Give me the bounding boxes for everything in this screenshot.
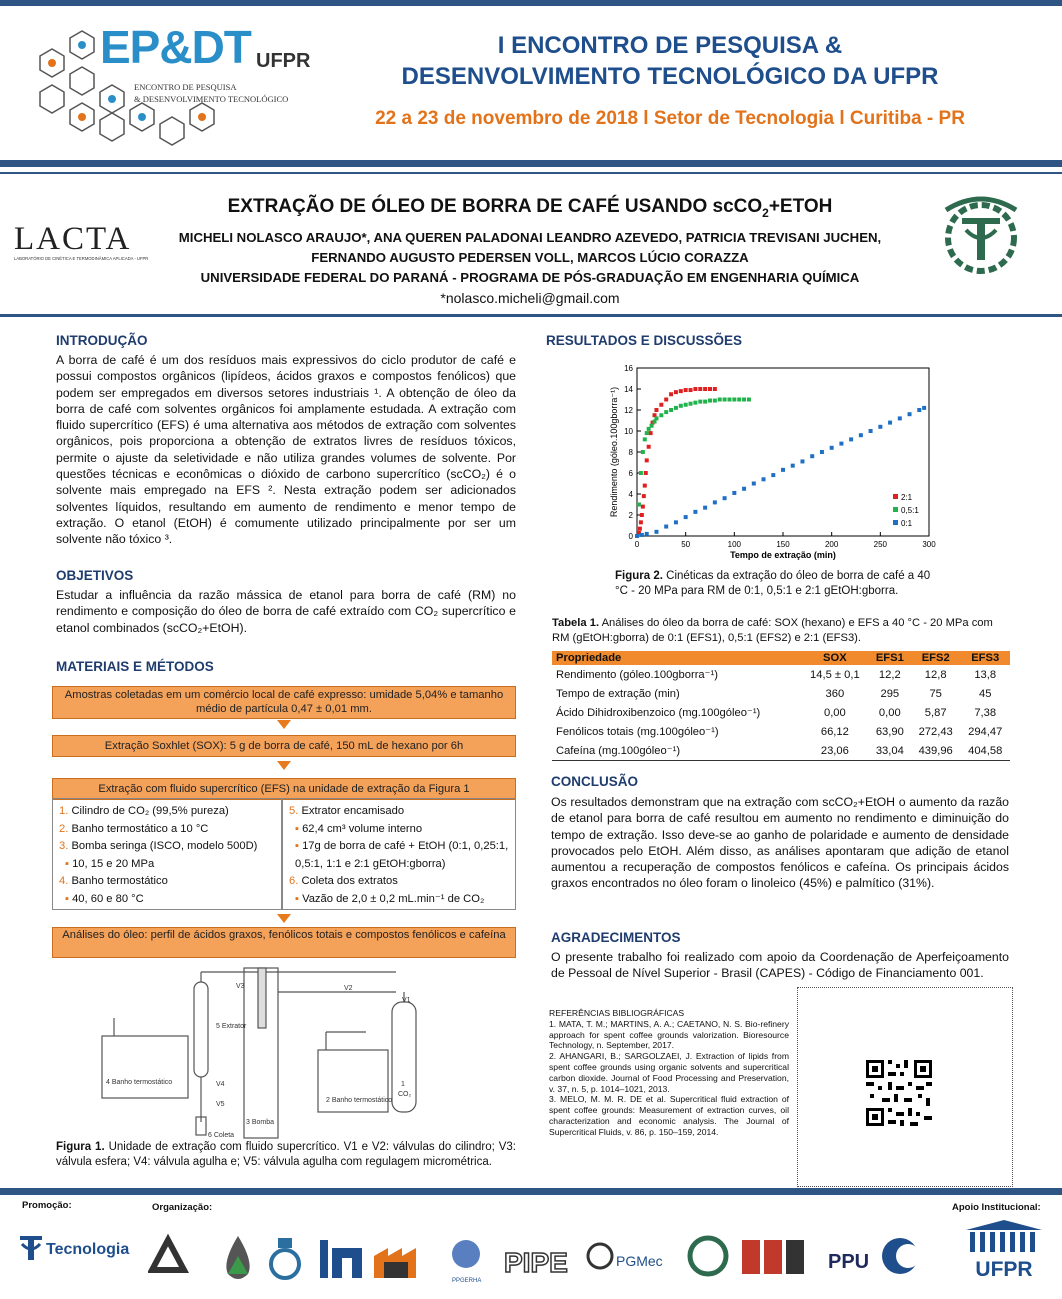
top-band	[0, 0, 1062, 6]
event-title-line2: DESENVOLVIMENTO TECNOLÓGICO DA UFPR	[401, 63, 939, 90]
data-point	[693, 510, 697, 514]
efs-right-item	[289, 803, 515, 821]
table-header-cell: Propriedade	[552, 651, 801, 665]
footer-promocao-label: Promoção:	[22, 1200, 72, 1211]
table-cell: 23,06	[801, 741, 869, 761]
pgmec-logo-icon	[588, 1244, 612, 1268]
logo-ufpr-footer	[962, 1218, 1046, 1281]
data-point	[674, 390, 678, 394]
figure1-label: Figura 1.	[56, 1141, 105, 1153]
table-cell: 14,5 ± 0,1	[810, 668, 860, 681]
data-point	[810, 454, 814, 458]
data-point	[641, 450, 645, 454]
intro-text: A borra de café é um dos resíduos mais expressivos do ciclo produtor de café e possui compostos orgânicos (lipídeos, ácidos graxos e compostos fenólicos) que podem ser empregados em diversos setores industriais ¹. A obtenção de óleo da borra de café com solventes orgânicos foi amplamente estudada. A extração com fluido supercrítico (EFS) é uma alternativa aos métodos de extração com solventes orgânicos, pois proporciona a obtenção de extratos livres de resíduos tóxicos, permite o ajuste da seletividade e não utiliza grandes volumes de solvente. Por questões técnicas e econômicas o dióxido de carbono supercrítico (scCO₂) é o solvente mais empregado na EFS ². Nesta extração podem ser adicionados solventes líquidos, resultando em aumento de rendimento e menor tempo de extração. O etanol (EtOH) é comumente utilizado principalmente por ser um solvente não tóxico ³.	[56, 353, 516, 547]
footer-divider	[0, 1188, 1062, 1195]
table-cell: 295	[880, 687, 900, 700]
efs-right-item	[289, 873, 515, 891]
data-point	[727, 398, 731, 402]
reference-item: 1. MATA, T. M.; MARTINS, A. A.; CAETANO, N. S. Bio-refinery approach for spent coffee grounds valorization. Bioresource Technology, n. September, 2017.	[549, 1018, 789, 1051]
x-tick-label: 100	[727, 540, 742, 549]
efs-right-text: Coleta dos extratos	[301, 875, 398, 887]
efs-right-item	[289, 891, 515, 909]
table-cell: Rendimento (góleo.100gborra⁻¹)	[556, 669, 719, 681]
efs-left-item	[59, 891, 281, 909]
data-point	[908, 412, 912, 416]
table-cell: Cafeína (mg.100góleo⁻¹)	[552, 741, 801, 761]
footer-apoio-label: Apoio Institucional:	[952, 1202, 1041, 1213]
figure2-caption	[615, 569, 935, 599]
kinetics-chart-svg	[605, 360, 945, 570]
data-point	[878, 425, 882, 429]
legend-label: 0:1	[901, 519, 913, 528]
legend-marker	[893, 507, 898, 512]
lab-logo-caption: LABORATÓRIO DE CINÉTICA E TERMODINÂMICA APLICADA - UFPR	[14, 256, 149, 261]
y-tick-label: 6	[628, 469, 633, 478]
dept-logo-icon	[742, 1240, 804, 1274]
institution-seal	[936, 190, 1026, 280]
data-point	[732, 491, 736, 495]
label-banho4: 4 Banho termostático	[106, 1079, 173, 1086]
data-point	[669, 408, 673, 412]
efs-right-marker: 5.	[289, 805, 302, 817]
ppu-label: PPU	[828, 1251, 870, 1273]
data-point	[708, 387, 712, 391]
figure1-caption	[56, 1140, 516, 1170]
label-co2: CO₂	[398, 1091, 412, 1098]
data-point	[742, 487, 746, 491]
reference-item: 3. MELO, M. M. R. DE et al. Supercritical fluid extraction of spent coffee grounds: Measurement of extraction curves, oil characterization and economic analysis. The Journal of Supercritical Fluids, v. 86, p. 150–159, 2014.	[549, 1094, 789, 1137]
table-row	[552, 722, 1010, 741]
efs-left-item	[59, 821, 281, 839]
table-cell: 404,58	[960, 741, 1010, 761]
data-point	[664, 410, 668, 414]
data-point	[830, 446, 834, 450]
data-point	[869, 429, 873, 433]
data-point	[762, 477, 766, 481]
efs-left-marker: 1.	[59, 805, 72, 817]
plot-frame	[637, 368, 929, 536]
lab-logo-text: LACTA	[14, 221, 132, 257]
legend-label: 2:1	[901, 493, 913, 502]
x-tick-label: 50	[681, 540, 691, 549]
x-tick-label: 0	[634, 540, 640, 549]
table-cell: 33,04	[869, 741, 911, 761]
pipe-label: PIPE	[504, 1247, 568, 1278]
footer-organizacao-label: Organização:	[152, 1202, 213, 1213]
data-point	[679, 389, 683, 393]
efs-left-item	[59, 873, 281, 891]
table-cell: 294,47	[968, 725, 1003, 738]
data-point	[669, 392, 673, 396]
data-point	[888, 421, 892, 425]
efs-right-item	[289, 838, 515, 873]
data-point	[718, 398, 722, 402]
logo-main-text: EP&DT	[100, 21, 251, 73]
data-point	[820, 450, 824, 454]
legend-label: 0,5:1	[901, 506, 919, 515]
table-cell: Fenólicos totais (mg.100góleo⁻¹)	[556, 726, 719, 738]
data-point	[645, 532, 649, 536]
logo-ufpr-text: UFPR	[256, 50, 311, 72]
pgmec-label: PGMec	[616, 1253, 663, 1269]
table-label: Tabela 1.	[552, 617, 600, 629]
data-point	[643, 484, 647, 488]
data-point	[791, 464, 795, 468]
recycle-logo-icon	[152, 1240, 184, 1270]
logo-caption-2: & DESENVOLVIMENTO TECNOLÓGICO	[134, 94, 289, 104]
label-v4: V4	[216, 1081, 225, 1088]
efs-left-marker: 3.	[59, 840, 72, 852]
paper-title	[150, 196, 910, 220]
flow-box-efs: Extração com fluido supercrítico (EFS) na unidade de extração da Figura 1	[52, 778, 516, 800]
data-point	[643, 437, 647, 441]
table-cell: 66,12	[820, 725, 849, 738]
data-point	[708, 399, 712, 403]
data-point	[752, 482, 756, 486]
label-coleta: 6 Coleta	[208, 1132, 235, 1139]
y-tick-label: 2	[628, 511, 633, 520]
objectives-text: Estudar a influência da razão mássica de etanol para borra de café (RM) no rendimento e composição do óleo de borra de café extraído com CO₂ supercrítico e etanol combinados (scCO₂+EtOH).	[56, 588, 516, 635]
data-point	[635, 534, 639, 538]
data-point	[638, 527, 642, 531]
data-point	[898, 416, 902, 420]
lab-logo	[14, 222, 154, 272]
partner-logos	[148, 1226, 948, 1288]
data-point	[659, 403, 663, 407]
y-tick-label: 14	[624, 385, 633, 394]
data-point	[684, 403, 688, 407]
title-divider	[0, 314, 1062, 317]
methods-heading: MATERIAIS E MÉTODOS	[56, 659, 214, 674]
results-table	[552, 651, 1010, 761]
efs-left-text: Banho termostático	[71, 875, 168, 887]
efs-left-text: Banho termostático a 10 °C	[71, 822, 209, 835]
paper-title-sub: 2	[762, 205, 769, 220]
efs-right-text: 17g de borra de café + EtOH (0:1, 0,25:1, 0,5:1, 1:1 e 2:1 gEtOH:gborra)	[295, 840, 509, 870]
legend-marker	[893, 520, 898, 525]
data-point	[800, 459, 804, 463]
ufpr-building-icon	[962, 1218, 1046, 1254]
efs-left-marker: ▪	[65, 892, 73, 905]
table-cell: Tempo de extração (min)	[556, 687, 680, 700]
efs-left-marker: 4.	[59, 875, 72, 887]
table-header-cell: EFS2	[911, 651, 961, 665]
qr-panel	[797, 987, 1013, 1187]
data-point	[654, 408, 658, 412]
table-cell: 0,00	[823, 706, 846, 719]
data-point	[849, 437, 853, 441]
affiliation: UNIVERSIDADE FEDERAL DO PARANÁ - PROGRAMA DE PÓS-GRADUAÇÃO EM ENGENHARIA QUÍMICA	[200, 270, 860, 285]
data-point	[654, 416, 658, 420]
table-caption-text: Análises do óleo da borra de café: SOX (hexano) e EFS a 40 °C - 20 MPa com RM (gEtOH:gborra) de 0:1 (EFS1), 0,5:1 (EFS2) e 2:1 (EFS3).	[552, 617, 993, 644]
data-point	[679, 404, 683, 408]
label-bomba: 3 Bomba	[246, 1119, 275, 1126]
conclusion-heading: CONCLUSÃO	[551, 774, 638, 789]
data-point	[713, 387, 717, 391]
table-row	[552, 703, 1010, 722]
data-point	[703, 387, 707, 391]
x-tick-label: 200	[824, 540, 839, 549]
data-point	[723, 398, 727, 402]
efs-right-item	[289, 821, 515, 839]
references-heading: REFERÊNCIAS BIBLIOGRÁFICAS	[549, 1008, 685, 1018]
efs-right-marker: ▪	[295, 892, 303, 905]
label-v3: V3	[236, 983, 245, 990]
efs-left-item	[59, 803, 281, 821]
efs-right-marker: 6.	[289, 875, 302, 887]
label-v1: V1	[402, 997, 411, 1004]
data-point	[693, 387, 697, 391]
data-point	[645, 431, 649, 435]
table-cell: 5,87	[924, 706, 947, 719]
data-point	[922, 406, 926, 410]
flow-box-samples: Amostras coletadas em um comércio local de café expresso: umidade 5,04% e tamanho médio de partícula 0,47 ± 0,01 mm.	[52, 686, 516, 719]
efs-left-marker: ▪	[65, 857, 73, 870]
data-point	[649, 431, 653, 435]
data-point	[641, 505, 645, 509]
y-tick-label: 4	[628, 490, 633, 499]
table-cell: 439,96	[911, 741, 961, 761]
data-point	[689, 388, 693, 392]
data-point	[639, 520, 643, 524]
table-cell: 272,43	[918, 725, 953, 738]
efs-left-text: Cilindro de CO₂ (99,5% pureza)	[71, 805, 229, 817]
data-point	[839, 442, 843, 446]
logo-tecnologia	[20, 1232, 135, 1266]
data-point	[917, 408, 921, 412]
drop-logo-icon	[226, 1236, 249, 1279]
efs-left-item	[59, 856, 281, 874]
y-tick-label: 8	[628, 448, 633, 457]
flask-logo-icon	[271, 1238, 299, 1278]
y-tick-label: 12	[624, 406, 633, 415]
data-point	[689, 402, 693, 406]
y-tick-label: 16	[624, 364, 633, 373]
results-heading: RESULTADOS E DISCUSSÕES	[546, 333, 743, 348]
data-point	[698, 387, 702, 391]
tecnologia-emblem-icon	[20, 1232, 42, 1262]
event-title-line1: I ENCONTRO DE PESQUISA &	[497, 32, 843, 59]
data-point	[859, 433, 863, 437]
data-point	[698, 400, 702, 404]
table-header-cell: SOX	[801, 651, 869, 665]
efs-right-marker: ▪	[295, 840, 303, 852]
ppgerha-label: PPGERHA	[452, 1278, 482, 1284]
data-point	[737, 398, 741, 402]
efs-right-text: 62,4 cm³ volume interno	[302, 822, 423, 835]
label-co2-num: 1	[401, 1081, 405, 1088]
data-point	[650, 424, 654, 428]
data-point	[747, 398, 751, 402]
efs-params-left	[52, 798, 282, 910]
data-point	[703, 506, 707, 510]
x-tick-label: 250	[873, 540, 888, 549]
data-point	[732, 398, 736, 402]
efs-params-right	[282, 798, 516, 910]
seal-small-icon	[690, 1238, 726, 1274]
intro-heading: INTRODUÇÃO	[56, 333, 148, 348]
table-cell: 63,90	[875, 725, 904, 738]
building-logo-icon	[320, 1240, 362, 1278]
acknowledgements-heading: AGRADECIMENTOS	[551, 930, 681, 945]
data-point	[645, 458, 649, 462]
data-point	[644, 471, 648, 475]
flow-arrow-1	[277, 720, 291, 729]
table-cell: 45	[978, 687, 992, 700]
data-point	[723, 496, 727, 500]
flow-box-analysis: Análises do óleo: perfil de ácidos graxos, fenólicos totais e compostos fenólicos e cafeína	[52, 927, 516, 958]
flow-box-soxhlet: Extração Soxhlet (SOX): 5 g de borra de café, 150 mL de hexano por 6h	[52, 735, 516, 757]
results-table-grid	[552, 651, 1010, 761]
table-header-cell: EFS1	[869, 651, 911, 665]
gear-seal-icon	[936, 190, 1026, 280]
table-cell: 7,38	[974, 706, 997, 719]
efs-left-text: 10, 15 e 20 MPa	[72, 857, 155, 870]
qr-code-icon[interactable]	[864, 1058, 934, 1128]
partner-logo-strip	[148, 1226, 948, 1288]
event-logo	[18, 16, 328, 146]
legend-marker	[893, 494, 898, 499]
banho4-vessel	[102, 1036, 188, 1098]
contact-email[interactable]: *nolasco.micheli@gmail.com	[440, 290, 620, 306]
authors-block	[150, 228, 910, 308]
data-point	[742, 398, 746, 402]
figure1-caption-text: Unidade de extração com fluido supercrítico. V1 e V2: válvulas do cilindro; V3: válvula esfera; V4: válvula agulha e; V5: válvula agulha com regulagem micrométrica.	[56, 1141, 516, 1168]
table-cell: 12,8	[924, 668, 947, 681]
table-cell: Ácido Dihidroxibenzoico (mg.100góleo⁻¹)	[556, 707, 761, 719]
data-point	[684, 515, 688, 519]
y-tick-label: 10	[624, 427, 633, 436]
table-caption	[552, 616, 1008, 645]
table-cell: 360	[825, 687, 845, 700]
data-point	[664, 398, 668, 402]
data-point	[639, 471, 643, 475]
ppgerha-logo-icon	[452, 1240, 480, 1268]
table-cell: 0,00	[878, 706, 901, 719]
acknowledgements-text: O presente trabalho foi realizado com apoio da Coordenação de Aperfeiçoamento de Pessoal de Nível Superior - Brasil (CAPES) - Código de Financiamento 001.	[551, 950, 1009, 981]
references	[549, 1008, 789, 1138]
table-header-cell: EFS3	[960, 651, 1010, 665]
paper-title-main: EXTRAÇÃO DE ÓLEO DE BORRA DE CAFÉ USANDO scCO	[227, 196, 763, 217]
table-cell: 13,8	[974, 668, 997, 681]
data-point	[640, 513, 644, 517]
data-point	[703, 400, 707, 404]
x-axis-label: Tempo de extração (min)	[730, 550, 836, 560]
data-point	[713, 399, 717, 403]
objectives-heading: OBJETIVOS	[56, 568, 134, 583]
efs-right-text: Vazão de 2,0 ± 0,2 mL.min⁻¹ de CO₂	[302, 892, 485, 905]
reference-item: 2. AHANGARI, B.; SARGOLZAEI, J. Extraction of lipids from spent coffee grounds using organic solvents and supercritical carbon dioxide. Journal of Food Processing and Preservation, v. 37, n. 5, p. 1014–1021, 2013.	[549, 1051, 789, 1094]
process-schematic	[96, 962, 436, 1142]
table-cell: 12,2	[878, 668, 901, 681]
label-v5: V5	[216, 1101, 225, 1108]
kinetics-chart	[605, 360, 945, 570]
ufpr-footer-text: UFPR	[975, 1258, 1033, 1281]
table-row	[552, 741, 1010, 761]
efs-left-marker: 2.	[59, 822, 72, 835]
conclusion-text: Os resultados demonstram que na extração com scCO₂+EtOH o aumento da razão de etanol para borra de café resultou em aumento no rendimento e diminuição do tempo de extração. Isso deve-se ao ganho de polaridade e aumento de densidade provocados pelo EtOH. Além disso, as análises apontaram que adição de etanol aumentou a recuperação de compostos fenólicos e cafeína. Os principais ácidos graxos encontrados no óleo foram o linoleico (45%) e palmítico (31%).	[551, 795, 1009, 891]
authors-line2: FERNANDO AUGUSTO PEDERSEN VOLL, MARCOS LÚCIO CORAZZA	[311, 250, 749, 265]
figure2-label: Figura 2.	[615, 570, 663, 582]
data-point	[781, 468, 785, 472]
table-cell: 75	[929, 687, 942, 700]
capes-logo-icon	[882, 1238, 920, 1274]
flow-arrow-3	[277, 914, 291, 923]
efs-left-text: Bomba seringa (ISCO, modelo 500D)	[71, 840, 258, 852]
tecnologia-text: Tecnologia	[46, 1241, 130, 1258]
flow-arrow-2	[277, 761, 291, 770]
data-point	[693, 401, 697, 405]
data-point	[659, 413, 663, 417]
data-point	[684, 388, 688, 392]
data-point	[647, 445, 651, 449]
data-point	[771, 473, 775, 477]
figure2-caption-text: Cinéticas da extração do óleo de borra de café a 40 °C - 20 MPa para RM de 0:1, 0,5:1 e 2:1 gEtOH:gborra.	[615, 570, 931, 597]
data-point	[640, 533, 644, 537]
data-point	[674, 406, 678, 410]
y-tick-label: 0	[628, 532, 633, 541]
efs-left-text: 40, 60 e 80 °C	[72, 892, 144, 905]
efs-right-marker: ▪	[295, 822, 303, 835]
authors-line1: MICHELI NOLASCO ARAUJO*, ANA QUEREN PALADONAI LEANDRO AZEVEDO, PATRICIA TREVISANI JUCHEN,	[178, 230, 882, 245]
label-extrator: 5 Extrator	[216, 1023, 247, 1030]
logo-caption-1: ENCONTRO DE PESQUISA	[134, 82, 237, 92]
extractor-vessel	[194, 982, 208, 1077]
table-row	[552, 665, 1010, 684]
label-banho2: 2 Banho termostático	[326, 1097, 393, 1104]
extraction-unit-diagram	[96, 962, 436, 1142]
x-tick-label: 300	[922, 540, 936, 549]
paper-title-suffix: +ETOH	[768, 196, 833, 217]
data-point	[674, 520, 678, 524]
table-row	[552, 684, 1010, 703]
header-divider	[0, 160, 1062, 167]
data-point	[637, 503, 641, 507]
x-tick-label: 150	[776, 540, 790, 549]
efs-right-text: Extrator encamisado	[301, 805, 405, 817]
y-axis-label: Rendimento (góleo.100gborra⁻¹)	[609, 386, 619, 518]
data-point	[654, 530, 658, 534]
factory-logo-icon	[374, 1248, 416, 1278]
data-point	[664, 525, 668, 529]
header-divider-thin	[0, 172, 1062, 174]
data-point	[713, 500, 717, 504]
label-v2: V2	[344, 985, 353, 992]
efs-left-item	[59, 838, 281, 856]
data-point	[642, 494, 646, 498]
event-dates: 22 a 23 de novembro de 2018 l Setor de Tecnologia l Curitiba - PR	[375, 108, 965, 129]
event-title	[330, 30, 1010, 92]
